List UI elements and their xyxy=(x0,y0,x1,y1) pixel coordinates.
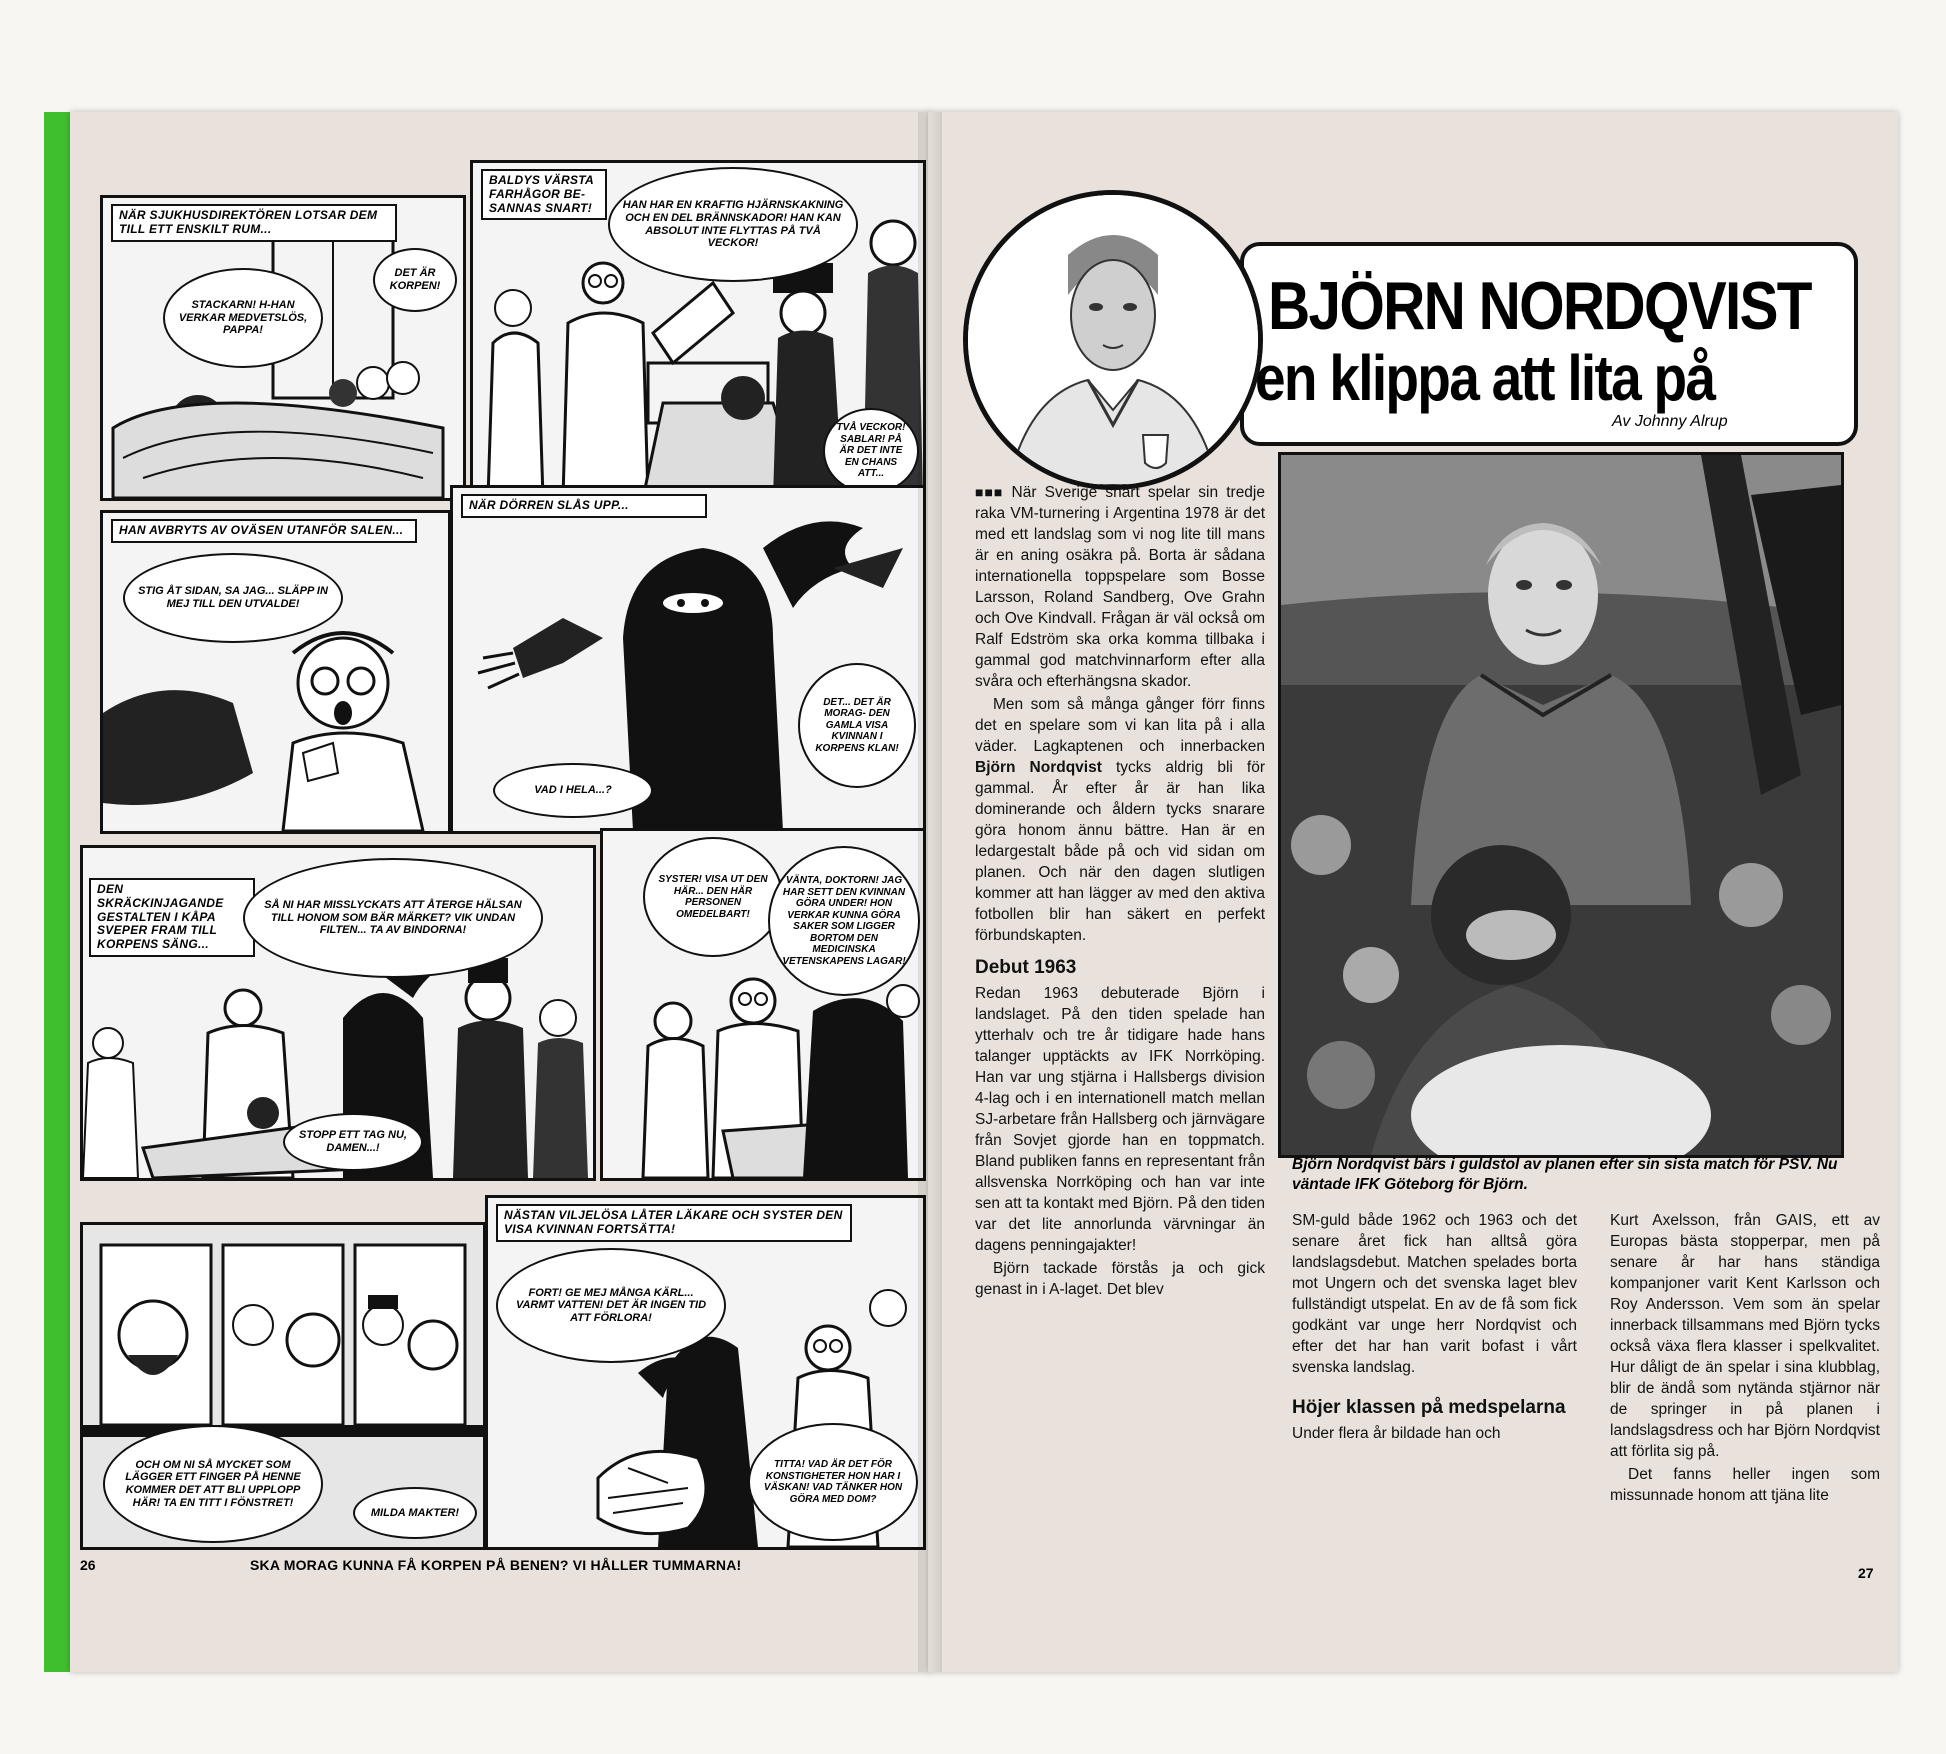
subhead-medspelarna: Höjer klassen på medspelarna xyxy=(1292,1397,1566,1418)
panel-1-bubble-1: STACKARN! H-HAN VERKAR MEDVETSLÖS, PAPPA! xyxy=(163,268,323,368)
page-gutter xyxy=(918,112,942,1672)
left-page-number: 26 xyxy=(80,1557,96,1573)
panel-5-bubble-2: STOPP ETT TAG NU, DAMEN...! xyxy=(283,1113,423,1171)
panel-4-caption: NÄR DÖRREN SLÅS UPP... xyxy=(461,494,707,518)
celebration-photo xyxy=(1278,452,1844,1158)
comic-panel-7 xyxy=(80,1222,486,1550)
comic-panel-1 xyxy=(100,195,466,501)
comic-teaser-footer: SKA MORAG KUNNA FÅ KORPEN PÅ BENEN? VI HÅLLER TUMMARNA! xyxy=(250,1557,742,1573)
panel-5-bubble-1: SÅ NI HAR MISSLYCKATS ATT ÅTERGE HÄLSAN TILL HONOM SOM BÄR MÄRKET? VIK UNDAN FILTEN... TA AV BINDORNA! xyxy=(243,858,543,978)
panel-1-caption: NÄR SJUKHUSDIREKTÖREN LOTSAR DEM TILL ETT ENSKILT RUM... xyxy=(111,204,397,242)
panel-6-bubble-1: SYSTER! VISA UT DEN HÄR... DEN HÄR PERSONEN OMEDELBART! xyxy=(643,837,783,957)
comic-panel-4 xyxy=(450,485,926,834)
panel-7-bubble-2: MILDA MAKTER! xyxy=(353,1487,477,1539)
panel-1-bubble-2: DET ÄR KORPEN! xyxy=(373,248,457,312)
subhead-debut: Debut 1963 xyxy=(975,957,1077,978)
comic-panel-3 xyxy=(100,510,451,834)
panel-5-caption: DEN SKRÄCKINJAGANDE GESTALTEN I KÅPA SVEPER FRAM TILL KORPENS SÄNG... xyxy=(89,878,255,957)
player-portrait xyxy=(963,190,1263,490)
portrait-art xyxy=(968,195,1258,485)
paragraph-2: Men som så många gånger förr finns det en spelare som vi kan lita på i alla väder. Lagkaptenen och innerbacken Björn Nordqvist tycks aldrig bli för gammal. År efter år är han lika dominerande och åldern tycks snarare göra honom ännu bättre. Han är en ledargestalt både på och vid sidan om planen. Och när den dagen slutligen kommer att han lägger av med den aktiva fotbollen blir han säkert en perfekt förbundskapten. xyxy=(975,696,1265,944)
panel-6-bubble-2: VÄNTA, DOKTORN! JAG HAR SETT DEN KVINNAN GÖRA UNDER! HON VERKAR KUNNA GÖRA SAKER SOM LIGGER BORTOM DEN MEDICINSKA VETENSKAPENS LAGAR! xyxy=(768,846,920,996)
paragraph-7: Kurt Axelsson, från GAIS, ett av Europas bästa stopperpar, men på senare år har hans ständiga kompanjoner varit Kent Karlsson och Roy Andersson. Vem som än spelar innerback tillsammans med Björn tycks också växa flera klasser i spelkvalitet. Hur dåligt de än spelar i sina klubblag, blir de ändå som nytända stjärnor när de springer in på planen i landslagsdress och har Björn Nordqvist att förlita sig på. xyxy=(1610,1212,1880,1460)
paragraph-5: SM-guld både 1962 och 1963 och det senare året fick han alltså göra landslagsdebut. Matchen spelades borta mot Ungern och det svenska laget blev fullständigt utspelat. En av de få som fick godkänt var unge herr Nordqvist och efter det har han varit bofast i vårt svenska landslag. xyxy=(1292,1212,1577,1376)
panel-2-bubble-1: HAN HAR EN KRAFTIG HJÄRNSKAKNING OCH EN DEL BRÄNNSKADOR! HAN KAN ABSOLUT INTE FLYTTAS PÅ TVÅ VECKOR! xyxy=(608,167,858,282)
panel-3-caption: HAN AVBRYTS AV OVÄSEN UTANFÖR SALEN... xyxy=(111,519,417,543)
paragraph-3: Redan 1963 debuterade Björn i landslaget. På den tiden spelade han ytterhalv och tre år tidigare hade hans talanger upptäckts av IFK Norrköping. Han var ung stjärna i Hallsbergs division 4-lag och i en internationell match mellan SJ-arbetare från Hallsberg och järnvägare från Sovjet gjorde han en toppmatch. Bland publiken fanns en representant från allsvenska Norrköping och han var inte sen att ta kontakt med Björn. På den tiden var det lite annorlunda värvningar än dagens penningajakter! xyxy=(975,985,1265,1254)
panel-4-bubble-2: VAD I HELA...? xyxy=(493,763,653,818)
paragraph-6: Under flera år bildade han och xyxy=(1292,1425,1501,1442)
right-page-number: 27 xyxy=(1858,1565,1874,1581)
panel-8-bubble-1: FORT! GE MEJ MÅNGA KÄRL... VARMT VATTEN! DET ÄR INGEN TID ATT FÖRLORA! xyxy=(496,1248,726,1363)
lead-marks: ■■■ xyxy=(975,484,1004,500)
article-column-2 xyxy=(1292,1210,1577,1446)
lead-paragraph: ■■■ När Sverige snart spelar sin tredje raka VM-turnering i Argentina 1978 är det med ett landslag som vi nog lite till mans är en aning osäkra på. Borta är sådana internationella toppspelare som Bosse Larsson, Roland Sandberg, Ove Grahn och Ove Kindvall. Frågan är väl också om Ralf Edström ska orka komma tillbaka i gammal god matchvinnarform efter alla svåra och efterhängsna skador. xyxy=(975,484,1265,690)
paragraph-8: Det fanns heller ingen som missunnade honom att tjäna lite xyxy=(1610,1466,1880,1504)
photo-art xyxy=(1281,455,1841,1155)
panel-3-bubble-1: STIG ÅT SIDAN, SA JAG... SLÄPP IN MEJ TILL DEN UTVALDE! xyxy=(123,553,343,643)
article-column-3 xyxy=(1610,1210,1880,1508)
comic-panel-8 xyxy=(485,1195,926,1550)
panel-8-caption: NÄSTAN VILJELÖSA LÅTER LÄKARE OCH SYSTER DEN VISA KVINNAN FORTSÄTTA! xyxy=(496,1204,852,1242)
panel-2-caption: BALDYS VÄRSTA FARHÅGOR BE-SANNAS SNART! xyxy=(481,169,607,220)
article-subtitle: en klippa att lita på xyxy=(1255,342,1715,414)
comic-panel-6 xyxy=(600,828,926,1181)
article-title: BJÖRN NORDQVIST xyxy=(1268,268,1811,344)
comic-panel-2 xyxy=(470,160,926,501)
article-column-1 xyxy=(975,482,1265,1302)
article-byline: Av Johnny Alrup xyxy=(1612,413,1728,430)
panel-7-bubble-1: OCH OM NI SÅ MYCKET SOM LÄGGER ETT FINGER PÅ HENNE KOMMER DET ATT BLI UPPLOPP HÄR! TA EN TITT I FÖNSTRET! xyxy=(103,1425,323,1543)
paragraph-4: Björn tackade förstås ja och gick genast in i A-laget. Det blev xyxy=(975,1260,1265,1298)
panel-2-bubble-2: TVÅ VECKOR! SABLAR! PÅ ÄR DET INTE EN CHANS ATT... xyxy=(823,408,919,494)
panel-4-bubble-1: DET... DET ÄR MORAG- DEN GAMLA VISA KVINNAN I KORPENS KLAN! xyxy=(798,663,916,788)
player-name-bold: Björn Nordqvist xyxy=(975,759,1102,776)
panel-8-bubble-2: TITTA! VAD ÄR DET FÖR KONSTIGHETER HON HAR I VÄSKAN! VAD TÄNKER HON GÖRA MED DOM? xyxy=(748,1423,918,1541)
comic-panel-5 xyxy=(80,845,596,1181)
photo-caption: Björn Nordqvist bärs i guldstol av planen efter sin sista match för PSV. Nu väntade IFK Göteborg för Björn. xyxy=(1292,1156,1838,1193)
